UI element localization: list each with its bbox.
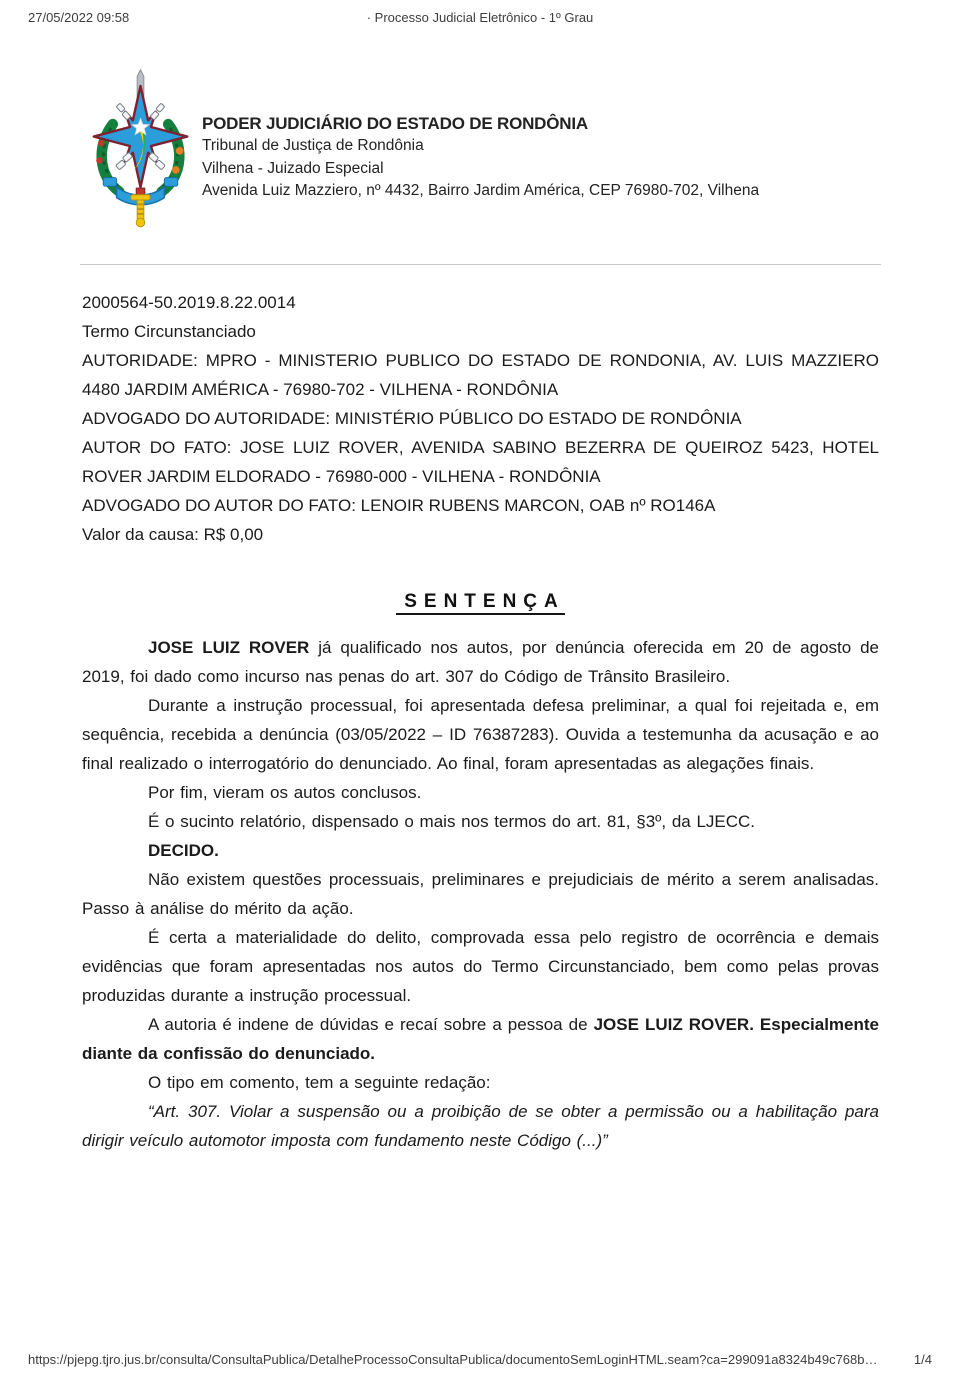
letterhead-org: PODER JUDICIÁRIO DO ESTADO DE RONDÔNIA (202, 114, 588, 133)
body-paragraph-tipo (82, 1068, 879, 1097)
body-paragraph-conclusos (82, 778, 879, 807)
sentence-paragraphs (82, 633, 879, 1155)
sentence-title: SENTENÇA (396, 591, 565, 615)
text-segment: A autoria é indene de dúvidas e recaí sobre a pessoa de (148, 1015, 594, 1034)
text-segment: Por fim, vieram os autos conclusos. (148, 783, 422, 802)
party-authority-lawyer: ADVOGADO DO AUTORIDADE: MINISTÉRIO PÚBLICO DO ESTADO DE RONDÔNIA (82, 409, 742, 428)
header-divider (80, 264, 881, 265)
document-body (82, 288, 879, 1345)
letterhead-court: Tribunal de Justiça de Rondônia (202, 137, 424, 154)
party-offender-lawyer: ADVOGADO DO AUTOR DO FATO: LENOIR RUBENS MARCON, OAB nº RO146A (82, 496, 716, 515)
body-paragraph-relatorio (82, 807, 879, 836)
party-authority (82, 346, 879, 433)
text-segment: É o sucinto relatório, dispensado o mais nos termos do art. 81, §3º, da LJECC. (148, 812, 756, 831)
letterhead-address: Avenida Luiz Mazziero, nº 4432, Bairro Jardim América, CEP 76980-702, Vilhena (202, 182, 760, 199)
text-segment: O tipo em comento, tem a seguinte redação: (148, 1073, 491, 1092)
body-paragraph-decido (82, 836, 879, 865)
case-amount: Valor da causa: R$ 0,00 (82, 525, 264, 544)
bold-text: JOSE LUIZ ROVER (148, 638, 310, 657)
text-segment: “Art. 307. Violar a suspensão ou a proibição de se obter a permissão ou a habilitação para dirigir veículo automotor imposta com fundamento neste Código (...)” (82, 1102, 879, 1150)
body-paragraph-qualificacao (82, 633, 879, 691)
rondonia-coat-of-arms-icon (88, 64, 193, 232)
print-footer (28, 1352, 932, 1367)
sentence-title-wrap (82, 587, 879, 617)
letterhead (202, 112, 759, 203)
text-segment: Durante a instrução processual, foi apresentada defesa preliminar, a qual foi rejeitada e, em sequência, recebida a denúncia (03/05/2022 – ID 76387283). Ouvida a testemunha da acusação e ao final realizado o interrogatório do denunciado. Ao final, foram apresentadas as alegações finais. (82, 696, 879, 773)
body-paragraph-materialidade (82, 923, 879, 1010)
text-segment: É certa a materialidade do delito, comprovada essa pelo registro de ocorrência e demais evidências que foram apresentadas nos autos do Termo Circunstanciado, bem como pelas provas produzidas durante a instrução processual. (82, 928, 879, 1005)
print-title: · Processo Judicial Eletrônico - 1º Grau (366, 10, 594, 25)
text-segment: já qualificado nos autos, por denúncia oferecida em 20 de agosto de 2019, foi dado como incurso nas penas do art. 307 do Código de Trânsito Brasileiro. (82, 638, 879, 686)
quoted-statute-clipped (82, 1097, 879, 1155)
print-footer-url: https://pjepg.tjro.jus.br/consulta/ConsultaPublica/DetalheProcessoConsultaPublica/documentoSemLoginHTML.seam?ca=299091a8324b49c768b… (28, 1352, 878, 1367)
body-paragraph-autoria (82, 1010, 879, 1068)
party-offender-text: AUTOR DO FATO: JOSE LUIZ ROVER, AVENIDA SABINO BEZERRA DE QUEIROZ 5423, HOTEL ROVER JARDIM ELDORADO - 76980-000 - VILHENA - RONDÔNIA (82, 438, 879, 486)
case-class: Termo Circunstanciado (82, 322, 256, 341)
print-datetime: 27/05/2022 09:58 (28, 10, 130, 25)
text-segment: Não existem questões processuais, preliminares e prejudiciais de mérito a serem analisadas. Passo à análise do mérito da ação. (82, 870, 879, 918)
bold-text: DECIDO. (148, 841, 219, 860)
case-number: 2000564-50.2019.8.22.0014 (82, 293, 296, 312)
print-footer-page-number: 1/4 (913, 1352, 932, 1367)
print-header (0, 10, 960, 28)
letterhead-unit: Vilhena - Juizado Especial (202, 159, 384, 177)
party-authority-text: AUTORIDADE: MPRO - MINISTERIO PUBLICO DO ESTADO DE RONDONIA, AV. LUIS MAZZIERO 4480 JARDIM AMÉRICA - 76980-702 - VILHENA - RONDÔNIA (82, 351, 879, 399)
party-offender (82, 433, 879, 520)
bold-text: JOSE LUIZ ROVER. Especialmente diante da confissão do denunciado. (82, 1015, 879, 1063)
body-paragraph-preliminares (82, 865, 879, 923)
body-paragraph-instrucao (82, 691, 879, 778)
